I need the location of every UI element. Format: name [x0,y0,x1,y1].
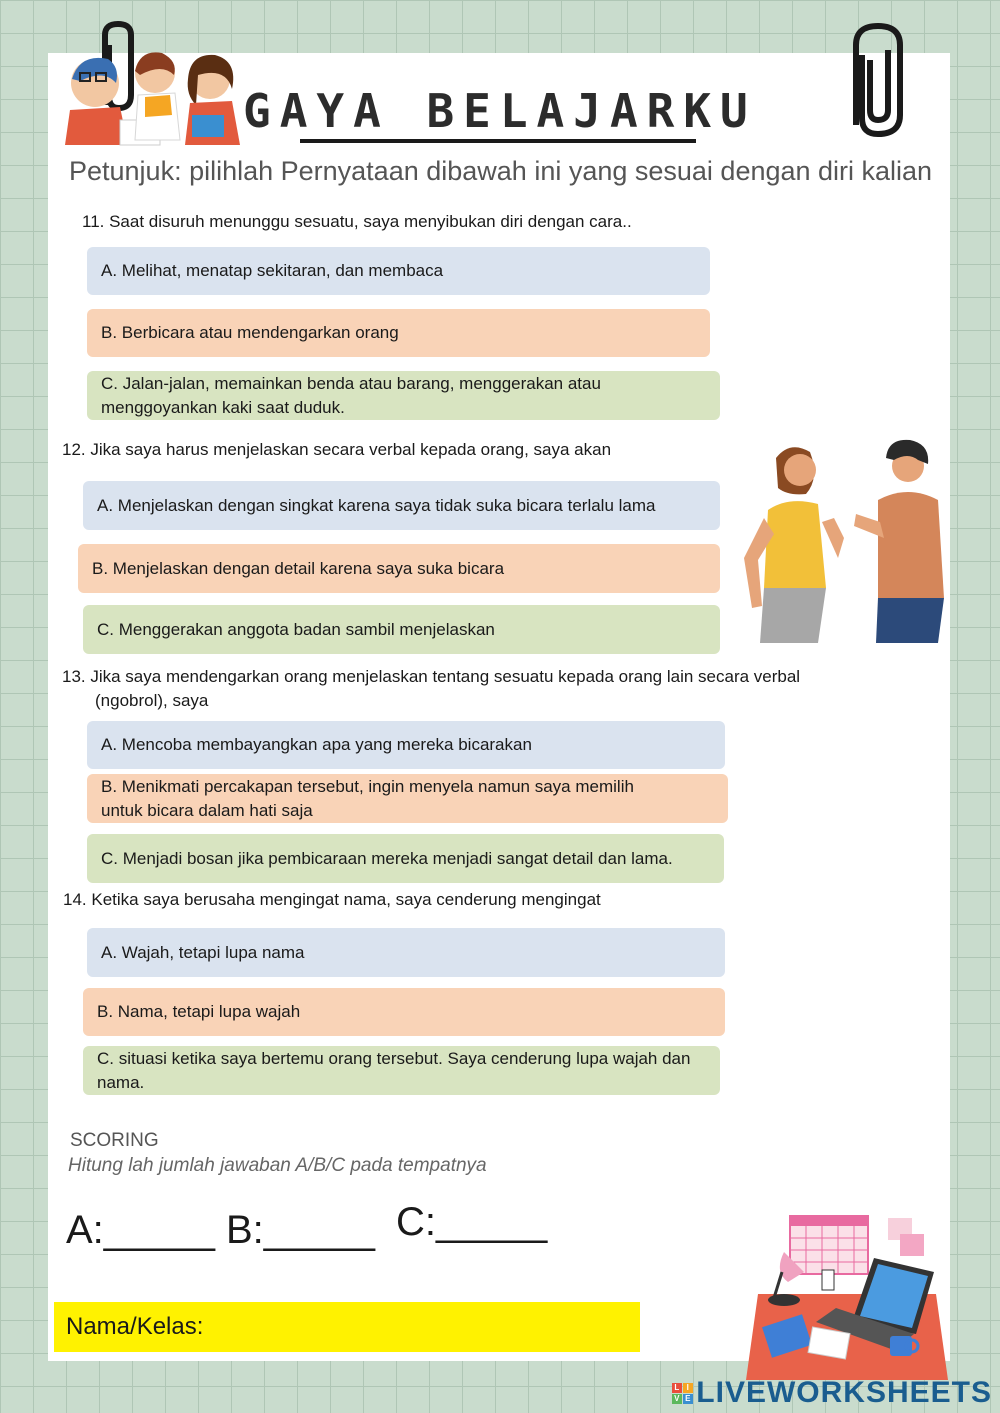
liveworksheets-logo [672,1376,992,1410]
score-c-field[interactable]: C:_____ [396,1200,548,1244]
q13-option-c[interactable]: C. Menjadi bosan jika pembicaraan mereka menjadi sangat detail dan lama. [87,834,724,883]
instruction-text: Petunjuk: pilihlah Pernyataan dibawah ini yang sesuai dengan diri kalian [69,156,933,186]
q11-option-c[interactable]: C. Jalan-jalan, memainkan benda atau barang, menggerakan atau menggoyankan kaki saat duduk. [87,371,720,420]
liveworksheets-logo-icon: L I V E [674,1382,692,1403]
q13-option-b[interactable]: B. Menikmati percakapan tersebut, ingin menyela namun saya memilih untuk bicara dalam hati saja [87,774,728,823]
people-talking-illustration [738,438,950,644]
q14-option-a[interactable]: A. Wajah, tetapi lupa nama [87,928,725,977]
q14-option-c[interactable]: C. situasi ketika saya bertemu orang tersebut. Saya cenderung lupa wajah dan nama. [83,1046,720,1095]
q11-option-a[interactable]: A. Melihat, menatap sekitaran, dan membaca [87,247,710,295]
q13-option-a[interactable]: A. Mencoba membayangkan apa yang mereka bicarakan [87,721,725,769]
brand-text: LIVEWORKSHEETS [696,1376,992,1409]
score-a-field[interactable]: A:_____ [66,1208,216,1252]
page-title: GAYA BELAJARKU [243,84,757,138]
q12-option-a[interactable]: A. Menjelaskan dengan singkat karena saya tidak suka bicara terlalu lama [83,481,720,530]
score-b-field[interactable]: B:_____ [226,1208,376,1252]
paperclip-right-icon [848,20,910,142]
scoring-title: SCORING [70,1130,159,1151]
q11-option-b[interactable]: B. Berbicara atau mendengarkan orang [87,309,710,357]
question-11: 11. Saat disuruh menunggu sesuatu, saya menyibukan diri dengan cara.. [82,212,632,231]
question-12: 12. Jika saya harus menjelaskan secara verbal kepada orang, saya akan [62,440,612,459]
q12-option-b[interactable]: B. Menjelaskan dengan detail karena saya suka bicara [78,544,720,593]
kids-reading-illustration [50,45,250,150]
name-class-field[interactable]: Nama/Kelas: [54,1302,640,1352]
q12-option-c[interactable]: C. Menggerakan anggota badan sambil menjelaskan [83,605,720,654]
q14-option-b[interactable]: B. Nama, tetapi lupa wajah [83,988,725,1036]
title-underline [300,139,696,143]
question-14: 14. Ketika saya berusaha mengingat nama, saya cenderung mengingat [63,890,601,909]
question-13: 13. Jika saya mendengarkan orang menjelaskan tentang sesuatu kepada orang lain secara verbal (ngobrol), saya [62,667,801,710]
scoring-instruction: Hitung lah jumlah jawaban A/B/C pada tempatnya [68,1155,487,1176]
desk-laptop-illustration [744,1212,950,1380]
